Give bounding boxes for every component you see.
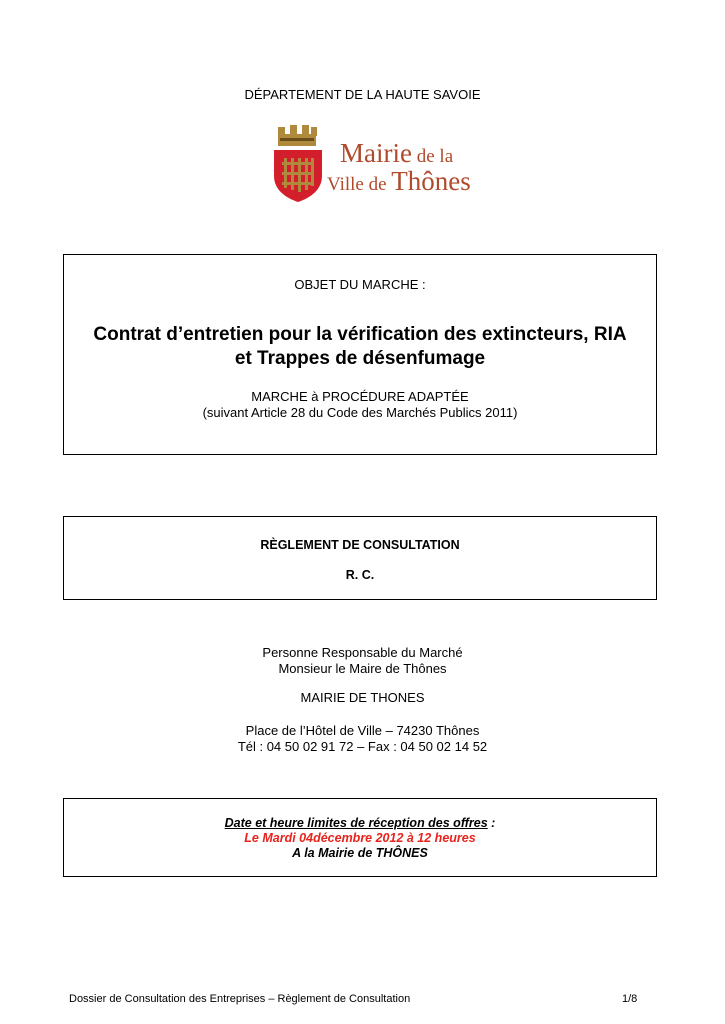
- deadline-box: [63, 798, 657, 877]
- objet-title: [74, 323, 646, 371]
- deadline-heading-colon: :: [487, 816, 496, 830]
- logo-text-ville-de: Ville de: [327, 174, 392, 195]
- deadline-heading-text: Date et heure limites de réception des offres: [224, 816, 488, 830]
- reglement-box: [63, 516, 657, 600]
- reglement-title: RÈGLEMENT DE CONSULTATION: [260, 538, 460, 552]
- reglement-abbr: R. C.: [345, 568, 375, 582]
- objet-title-line1: Contrat d’entretien pour la vérification des extincteurs, RIA: [93, 324, 627, 345]
- objet-title-line2: et Trappes de désenfumage: [234, 348, 486, 369]
- article-reference: (suivant Article 28 du Code des Marchés Publics 2011): [202, 405, 518, 420]
- coat-of-arms-icon: [270, 124, 330, 204]
- contact-role: Personne Responsable du Marché: [262, 645, 463, 660]
- department-heading: DÉPARTEMENT DE LA HAUTE SAVOIE: [244, 87, 481, 102]
- objet-box: [63, 254, 657, 455]
- procedure-text: MARCHE à PROCÉDURE ADAPTÉE: [251, 389, 469, 404]
- contact-address: Place de l’Hôtel de Ville – 74230 Thônes: [245, 723, 480, 738]
- footer-title: Dossier de Consultation des Entreprises – Règlement de Consultation: [69, 993, 411, 1005]
- logo-text-de-la: de la: [411, 146, 454, 167]
- deadline-location: A la Mairie de THÔNES: [292, 846, 428, 860]
- contact-organization: MAIRIE DE THONES: [300, 690, 425, 705]
- page-number: 1/8: [622, 993, 638, 1005]
- contact-phone-fax: Tél : 04 50 02 91 72 – Fax : 04 50 02 14 52: [237, 739, 488, 754]
- objet-label: OBJET DU MARCHE :: [294, 277, 426, 292]
- logo-text-line2: [327, 166, 471, 197]
- logo-text-thones: Thônes: [391, 166, 471, 196]
- logo-text-line1: [340, 138, 453, 169]
- deadline-heading: [64, 816, 656, 830]
- logo-text-mairie: Mairie: [340, 138, 412, 168]
- mairie-logo: [270, 124, 470, 204]
- contact-person: Monsieur le Maire de Thônes: [278, 661, 447, 676]
- deadline-date: Le Mardi 04décembre 2012 à 12 heures: [244, 831, 476, 845]
